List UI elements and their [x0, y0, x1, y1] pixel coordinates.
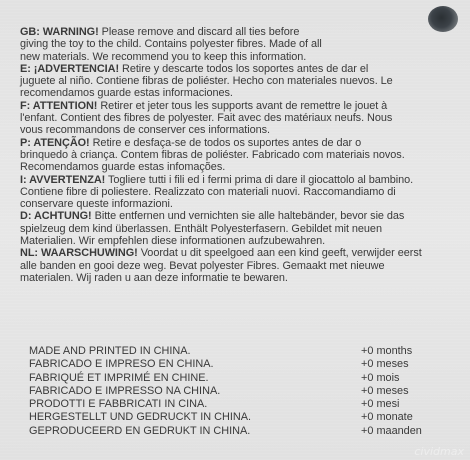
warning-block-gb	[20, 26, 452, 63]
warning-text-line: Togliere tutti i fili ed i fermi prima di dare il giocattolo al bambino.	[105, 173, 414, 186]
warning-block-f	[20, 100, 452, 137]
warning-heading: GB: WARNING!	[20, 26, 99, 38]
warning-text-line: Retire y descarte todos los soportes antes de dar el	[119, 62, 369, 75]
age-text: +0 mesi	[361, 398, 400, 411]
warning-block-nl	[20, 247, 452, 284]
made-in-text: PRODOTTI E FABBRICATI IN CINA.	[29, 398, 208, 411]
warning-text-line: Recomendamos guarde estas infomações.	[20, 161, 226, 174]
age-text: +0 monate	[361, 411, 413, 424]
origin-row	[29, 398, 439, 411]
made-in-text: FABRICADO E IMPRESSO NA CHINA.	[29, 384, 221, 397]
age-text: +0 months	[361, 345, 413, 357]
warning-heading: F: ATTENTION!	[20, 99, 98, 112]
warning-block-e	[20, 63, 452, 100]
warning-text-line: materialen. Wij raden u aan deze informatie te bewaren.	[20, 271, 288, 284]
warning-heading: E: ¡ADVERTENCIA!	[20, 62, 120, 75]
warning-text-line: Retirer et jeter tous les supports avant de remettre le jouet à	[97, 99, 388, 112]
origin-row	[29, 345, 439, 358]
made-in-text: FABRIQUÉ ET IMPRIMÉ EN CHINE.	[29, 371, 209, 384]
origin-row	[29, 411, 439, 424]
warning-heading: NL: WAARSCHUWING!	[20, 247, 138, 260]
warning-text-line: recomendamos guarde estas informaciones.	[20, 87, 233, 100]
warning-section	[20, 26, 452, 284]
age-text: +0 mois	[361, 371, 400, 384]
warning-text-line: Bitte entfernen und vernichten sie alle haltebänder, bevor sie das	[91, 210, 405, 223]
warning-block-p	[20, 137, 452, 174]
made-in-text: GEPRODUCEERD EN GEDRUKT IN CHINA.	[29, 424, 251, 437]
made-in-text: HERGESTELLT UND GEDRUCKT IN CHINA.	[29, 411, 252, 424]
warning-heading: I: AVVERTENZA!	[20, 173, 106, 186]
warning-text-line: Voordat u dit speelgoed aan een kind geeft, verwijder eerst	[137, 247, 422, 260]
warning-heading: P: ATENÇÃO!	[20, 136, 90, 149]
warning-text-line: l'enfant. Contient des fibres de polyester. Fait avec des matériaux neufs. Nous	[20, 112, 393, 125]
warning-text-line: spielzeug dem kind überlassen. Enthält Polyesterfasern. Gebildet mit neuen	[20, 222, 382, 235]
warning-text-line: giving the toy to the child. Contains polyester fibres. Made of all	[20, 38, 322, 51]
warning-text-line: Please remove and discard all ties before	[98, 26, 300, 38]
age-text: +0 meses	[361, 384, 409, 397]
warning-block-i	[20, 174, 452, 211]
origin-row	[29, 385, 439, 398]
warning-text-line: brinquedo à criança. Contem fibras de poliéster. Fabricado com materiais novos.	[20, 148, 405, 161]
warning-text-line: Retire e desfaça-se de todos os suportes antes de dar o	[89, 136, 362, 149]
warning-text-line: juguete al niño. Contiene fibras de poliéster. Hecho con materiales nuevos. Le	[20, 75, 393, 88]
warning-text-line: Contiene fibre di poliestere. Realizzato con materiali nuovi. Raccomandiamo di	[20, 185, 396, 198]
made-in-text: MADE AND PRINTED IN CHINA.	[29, 345, 191, 357]
origin-row	[29, 358, 439, 371]
warning-heading: D: ACHTUNG!	[20, 210, 92, 223]
warning-text-line: new materials. We recommend you to keep this information.	[20, 50, 307, 63]
origin-row	[29, 372, 439, 385]
warning-text-line: vous recommandons de conserver ces informations.	[20, 124, 271, 137]
warning-text-line: Materialien. Wir empfehlen diese informationen aufzubewahren.	[20, 235, 326, 248]
watermark: cividmax	[414, 445, 464, 458]
age-text: +0 maanden	[361, 424, 422, 437]
warning-block-d	[20, 210, 452, 247]
age-text: +0 meses	[361, 358, 409, 371]
warning-text-line: conservare queste informazioni.	[20, 198, 173, 211]
warning-text-line: alle banden en gooi deze weg. Bevat polyester Fibres. Gemaakt met nieuwe	[20, 259, 385, 272]
made-in-text: FABRICADO E IMPRESO EN CHINA.	[29, 358, 214, 371]
origin-age-section	[29, 345, 439, 438]
origin-row	[29, 425, 439, 438]
